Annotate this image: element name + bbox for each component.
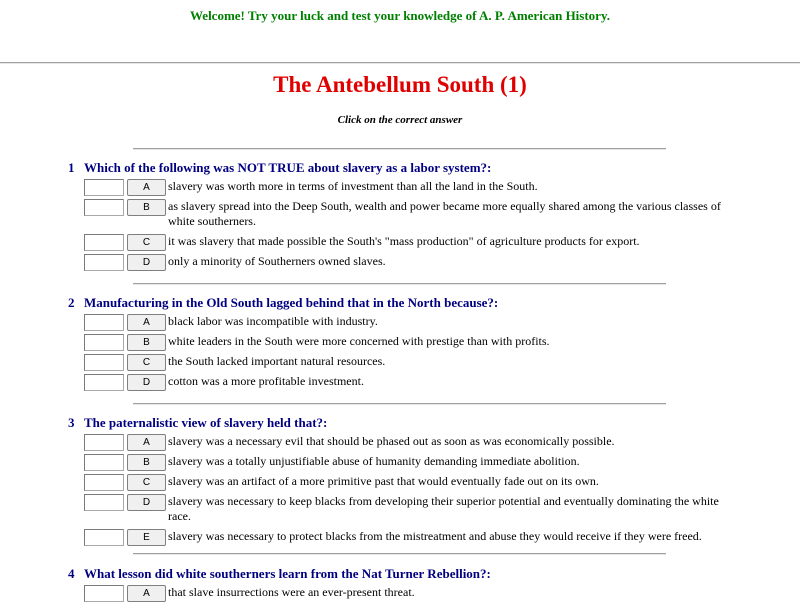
answer-text: only a minority of Southerners owned slaves. [168,254,386,268]
answer-text: it was slavery that made possible the South's "mass production" of agriculture products for export. [168,234,640,248]
answer-text: slavery was necessary to keep blacks from developing their superior potential and eventually dominating the white race. [168,494,719,523]
answer-result-box [84,374,124,391]
answer-text: the South lacked important natural resources. [168,354,386,368]
answer-text: that slave insurrections were an ever-present threat. [168,585,415,599]
answer-result-box [84,354,124,371]
divider [133,553,666,555]
question-heading [68,160,491,176]
divider [133,148,666,150]
welcome-message: Welcome! Try your luck and test your knowledge of A. P. American History. [190,8,610,23]
answer-button-d[interactable]: D [127,254,166,271]
question-number: 2 [68,295,75,310]
answer-result-box [84,234,124,251]
answer-result-box [84,254,124,271]
divider [133,283,666,285]
header-divider [0,62,800,64]
answer-result-box [84,314,124,331]
answer-button-c[interactable]: C [127,474,166,491]
answer-button-b[interactable]: B [127,454,166,471]
question-text: Which of the following was NOT TRUE about slavery as a labor system?: [84,160,492,175]
question-text: Manufacturing in the Old South lagged behind that in the North because?: [84,295,499,310]
answer-text: black labor was incompatible with industry. [168,314,378,328]
answer-text: slavery was worth more in terms of investment than all the land in the South. [168,179,538,193]
answer-result-box [84,434,124,451]
answer-button-c[interactable]: C [127,234,166,251]
instruction-text: Click on the correct answer [337,114,463,126]
answer-result-box [84,474,124,491]
answer-result-box [84,585,124,602]
page-title: The Antebellum South (1) [273,72,527,97]
answer-button-d[interactable]: D [127,374,166,391]
answer-text: cotton was a more profitable investment. [168,374,364,388]
answer-result-box [84,179,124,196]
answer-button-a[interactable]: A [127,314,166,331]
answer-text: slavery was a necessary evil that should be phased out as soon as was economically possible. [168,434,615,448]
answer-result-box [84,334,124,351]
answer-button-b[interactable]: B [127,199,166,216]
answer-text: slavery was a totally unjustifiable abuse of humanity demanding immediate abolition. [168,454,580,468]
question-heading [68,295,498,311]
answer-text: as slavery spread into the Deep South, wealth and power became more equally shared among the various classes of white southerners. [168,199,721,228]
question-heading [68,566,491,582]
question-number: 3 [68,415,75,430]
question-heading [68,415,327,431]
answer-text: white leaders in the South were more concerned with prestige than with profits. [168,334,550,348]
answer-result-box [84,529,124,546]
answer-result-box [84,494,124,511]
question-text: The paternalistic view of slavery held that?: [84,415,328,430]
question-number: 1 [68,160,75,175]
question-text: What lesson did white southerners learn from the Nat Turner Rebellion?: [84,566,491,581]
answer-button-a[interactable]: A [127,434,166,451]
answer-result-box [84,454,124,471]
answer-button-e[interactable]: E [127,529,166,546]
answer-text: slavery was an artifact of a more primitive past that would eventually fade out on its own. [168,474,599,488]
question-number: 4 [68,566,75,581]
divider [133,403,666,405]
answer-text: slavery was necessary to protect blacks from the mistreatment and abuse they would receive if they were freed. [168,529,702,543]
answer-result-box [84,199,124,216]
answer-button-b[interactable]: B [127,334,166,351]
answer-button-c[interactable]: C [127,354,166,371]
answer-button-a[interactable]: A [127,179,166,196]
answer-button-d[interactable]: D [127,494,166,511]
answer-button-a[interactable]: A [127,585,166,602]
